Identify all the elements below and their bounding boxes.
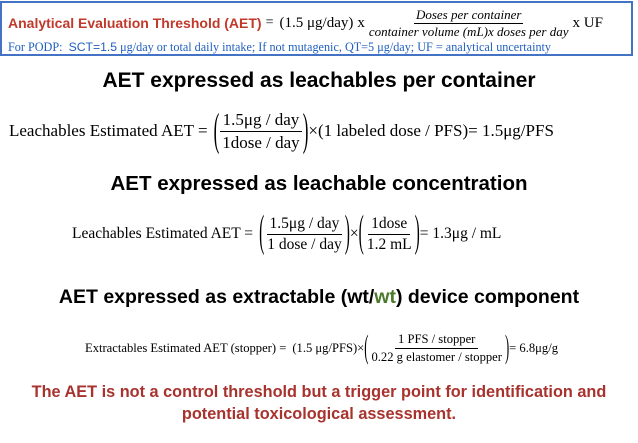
aet-formula: [8, 6, 603, 40]
equation-extractable-stopper: [85, 326, 558, 370]
heading-wt: wt: [374, 286, 396, 308]
fraction-numerator: Doses per container: [415, 6, 522, 22]
times-sign: ×: [308, 121, 318, 140]
close-paren: ): [344, 207, 350, 258]
equation-result: = 1.3μg / mL: [419, 225, 502, 242]
daily-dose-rate: (1.5 μg/day): [279, 14, 354, 31]
uncertainty-factor: x UF: [572, 14, 603, 31]
dose-rate-fraction: [219, 110, 302, 153]
equals-sign: =: [265, 15, 274, 30]
fraction-denominator: 1.2 mL: [366, 235, 412, 253]
equation-result: = 6.8μg/g: [509, 340, 558, 355]
fraction-denominator: 0.22 g elastomer / stopper: [371, 349, 502, 364]
equation-lhs: Leachables Estimated AET =: [9, 121, 208, 140]
heading-extractable-device-component: [0, 286, 638, 309]
open-paren: (: [259, 207, 265, 258]
times-sign: ×: [357, 340, 365, 355]
heading-part-b: ) device component: [395, 286, 580, 308]
equation-lhs: Extractables Estimated AET (stopper) =: [85, 340, 287, 355]
open-paren: (: [213, 104, 220, 156]
heading-leachable-concentration: AET expressed as leachable concentration: [110, 172, 528, 195]
aet-definition-box: [0, 1, 633, 56]
close-paren: ): [414, 207, 420, 258]
podp-note: [8, 40, 551, 55]
fraction-denominator: 1dose / day: [222, 132, 300, 152]
times-sign: ×: [349, 225, 359, 242]
podp-note-prefix: For PODP:: [8, 40, 63, 54]
close-paren: ): [504, 328, 510, 365]
podp-note-rest: μg/day or total daily intake; If not mutagenic, QT=5 μg/day; UF = analytical uncertainty: [117, 40, 552, 54]
equation-leachables-per-container: [9, 104, 554, 156]
open-paren: (: [358, 207, 364, 258]
stopper-fraction: [368, 332, 504, 365]
labeled-dose-factor: (1 labeled dose / PFS): [317, 121, 469, 140]
equation-lhs: Leachables Estimated AET =: [72, 225, 254, 242]
dose-volume-fraction: [364, 215, 415, 254]
heading-leachables-per-container: AET expressed as leachables per container: [102, 69, 536, 92]
heading-part-a: AET expressed as extractable (wt/: [58, 286, 375, 308]
fraction-denominator: container volume (mL)x doses per day: [368, 23, 569, 39]
equation-result: = 1.5μg/PFS: [468, 121, 554, 140]
fraction-numerator: 1.5μg / day: [220, 110, 303, 132]
fraction-denominator: 1 dose / day: [267, 235, 342, 253]
equation-leachable-concentration: [72, 207, 501, 261]
doses-fraction: [369, 8, 569, 39]
statement-line-2: potential toxicological assessment.: [181, 405, 457, 423]
aet-trigger-statement: [0, 381, 638, 425]
open-paren: (: [364, 328, 369, 365]
dose-rate-fraction: [264, 215, 344, 254]
podp-note-sct: SCT=1.5: [68, 40, 118, 54]
statement-line-1: The AET is not a control threshold but a trigger point for identification and: [31, 383, 607, 401]
close-paren: ): [302, 104, 309, 156]
fraction-numerator: 1dose: [368, 215, 410, 235]
aet-label: Analytical Evaluation Threshold (AET): [8, 15, 262, 31]
fraction-numerator: 1 PFS / stopper: [395, 332, 478, 349]
fraction-numerator: 1.5μg / day: [267, 215, 343, 235]
times-sign: x: [357, 14, 365, 31]
per-pfs-factor: (1.5 μg/PFS): [292, 340, 358, 355]
